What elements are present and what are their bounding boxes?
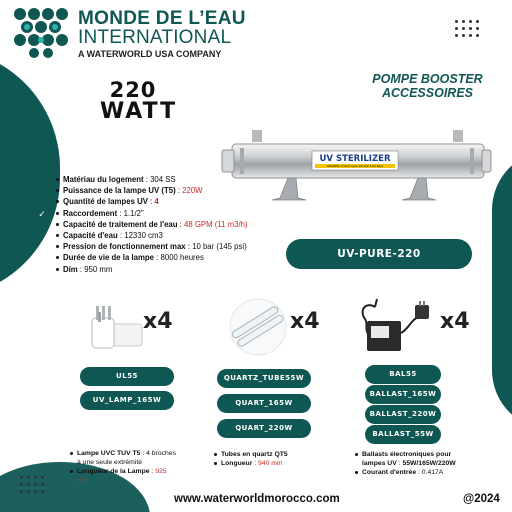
list-item [214, 459, 324, 468]
list-item [56, 230, 248, 241]
section-heading [355, 72, 500, 100]
lamp-notes [70, 449, 178, 485]
item-label: Tubes en quartz QT5 [221, 451, 288, 458]
dot-grid-decoration [20, 476, 44, 493]
list-item [56, 241, 248, 252]
list-item [214, 450, 324, 459]
item-value: 4 [154, 197, 159, 207]
list-item [56, 252, 248, 263]
item-separator: : [143, 175, 151, 184]
item-value: 1.1/2" [123, 208, 144, 218]
item-separator: : [117, 208, 124, 218]
item-value: 0.417A [421, 469, 444, 476]
item-label: Raccordement [63, 208, 118, 218]
lamp-code-badge: UV_LAMP_165W [80, 391, 174, 410]
ballast-notes [355, 450, 475, 477]
list-item [56, 196, 248, 207]
spec-list [56, 174, 248, 275]
decorative-shape-left [0, 48, 60, 298]
item-value: 4 broches à une seule extrémité [77, 450, 176, 466]
model-badge: UV-PURE-220 [286, 239, 472, 269]
ballast-quantity: x4 [440, 309, 470, 334]
item-label: Pression de fonctionnement max [63, 242, 186, 252]
quartz-notes [214, 450, 324, 468]
item-value: 925 mm [77, 468, 167, 484]
heading-line-2: ACCESSOIRES [382, 86, 473, 100]
uv-sterilizer-image [218, 130, 493, 210]
list-item [56, 219, 248, 230]
item-label: Matériau du logement [63, 175, 144, 184]
brand-tagline: A WATERWORLD USA COMPANY [78, 49, 222, 59]
item-label: Courant d'entrée [362, 469, 417, 476]
electronic-ballast-image [355, 297, 435, 357]
item-value: 940 mm [258, 460, 283, 467]
item-value: 55W/165W/220W [402, 460, 456, 467]
image-label-text: UV STERILIZER [319, 154, 391, 164]
item-label: Lampe UVC TUV T5 [77, 450, 141, 457]
quartz-tube-image [228, 297, 288, 357]
item-label: Dim [63, 264, 78, 274]
lamp-code-badge: UL55 [80, 367, 174, 386]
list-item [355, 450, 475, 468]
item-label: Quantité de lampes UV [63, 197, 148, 207]
quartz-quantity: x4 [290, 309, 320, 334]
ballast-code-badge: BALLAST_55W [365, 425, 441, 444]
item-separator: : [177, 219, 185, 229]
brand-name: MONDE DE L’EAU [78, 8, 246, 29]
list-item [56, 174, 248, 185]
brand-subname: INTERNATIONAL [78, 27, 232, 48]
list-item [70, 467, 178, 485]
item-separator: : [154, 253, 161, 263]
ballast-code-badge: BAL55 [365, 365, 441, 384]
item-separator: : [396, 460, 403, 467]
item-value: 10 bar (145 psi) [192, 242, 247, 252]
item-separator: : [185, 242, 193, 252]
image-warning-text: WARNING: Protect eyes and skin from Rays [326, 165, 384, 169]
item-label: Ballasts électroniques pour lampes UV [362, 451, 452, 467]
item-separator: : [117, 231, 125, 241]
item-value: 8000 heures [160, 253, 204, 263]
item-value: 950 mm [84, 264, 113, 274]
copyright-year: @2024 [463, 493, 500, 505]
item-separator: : [175, 186, 183, 196]
item-separator: : [149, 468, 156, 475]
wattage-number: 220 [109, 78, 157, 102]
item-separator: : [416, 469, 422, 476]
ballast-code-badge: BALLAST_220W [365, 405, 441, 424]
list-item [56, 185, 248, 196]
item-value: 220W [182, 186, 203, 196]
item-value: 48 GPM (11 m3/h) [184, 219, 248, 229]
lamp-quantity: x4 [143, 309, 173, 334]
list-item [355, 468, 475, 477]
item-separator: : [77, 264, 85, 274]
item-label: Longueur [221, 460, 253, 467]
wattage-unit: WATT [100, 99, 178, 124]
heading-line-1: POMPE BOOSTER [372, 72, 483, 86]
item-separator: : [147, 197, 155, 207]
item-value: 304 SS [150, 175, 176, 184]
item-value: 12330 cm3 [124, 231, 163, 241]
list-item [56, 208, 248, 219]
uv-lamp-image [84, 300, 144, 358]
decorative-shape-right [492, 150, 512, 430]
item-label: Puissance de la lampe UV (T5) [63, 186, 176, 196]
item-separator: : [140, 450, 147, 457]
checkmark-icon: ✓ [35, 207, 49, 221]
item-separator: : [252, 460, 259, 467]
water-droplets-logo-icon [12, 6, 72, 64]
list-item [56, 264, 248, 275]
quartz-code-badge: QUART_165W [217, 394, 311, 413]
dot-grid-decoration [455, 20, 479, 37]
wattage-badge [100, 78, 178, 124]
item-label: Capacité de traitement de l'eau [63, 219, 178, 229]
item-label: Durée de vie de la lampe [63, 253, 155, 263]
ballast-code-badge: BALLAST_165W [365, 385, 441, 404]
quartz-code-badge: QUART_220W [217, 419, 311, 438]
quartz-code-badge: QUARTZ_TUBE55W [217, 369, 311, 388]
website-link[interactable]: www.waterworldmorocco.com [174, 493, 340, 505]
list-item [70, 449, 178, 467]
item-label: Longueur de la Lampe [77, 468, 150, 475]
item-label: Capacité d'eau [63, 231, 118, 241]
